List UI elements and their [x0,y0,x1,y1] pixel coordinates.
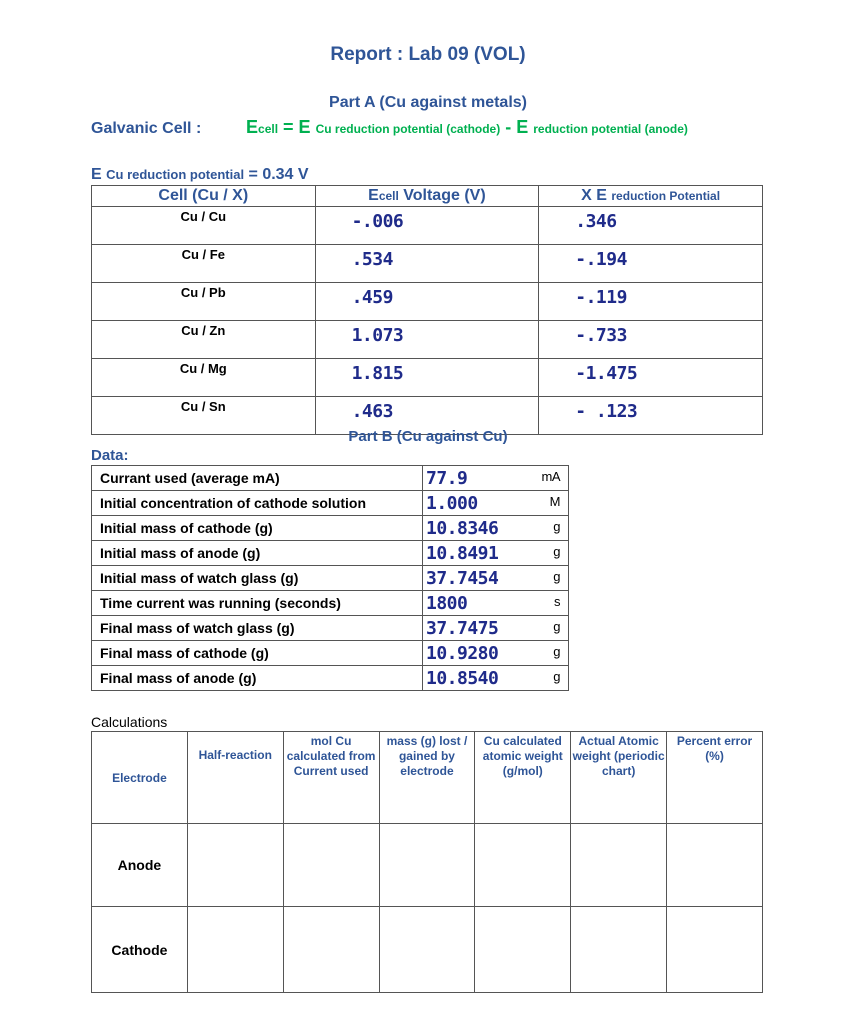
electrode-anode: Anode [92,824,188,907]
empty-cell[interactable] [379,824,475,907]
empty-cell[interactable] [667,907,763,993]
cell-name: Cu / Sn [92,397,316,435]
data-value-cell: 37.7475 g [423,616,569,641]
part-a-heading: Part A (Cu against metals) [329,94,527,111]
table-row [92,616,569,641]
x-potential: -.119 [539,283,763,321]
header-calculated-atomic-weight: Cu calculated atomic weight (g/mol) [475,732,571,824]
cell-voltage: .459 [315,283,539,321]
table-row [92,466,569,491]
table-row [92,566,569,591]
table-row [92,516,569,541]
data-label-cell: Final mass of cathode (g) [92,641,423,666]
table-row [92,491,569,516]
cell-voltage: .534 [315,245,539,283]
empty-cell[interactable] [571,824,667,907]
empty-cell[interactable] [667,824,763,907]
x-potential: -.194 [539,245,763,283]
header-actual-atomic-weight: Actual Atomic weight (periodic chart) [571,732,667,824]
data-label-cell: Final mass of watch glass (g) [92,616,423,641]
data-value-cell: 1800 s [423,591,569,616]
cell-voltage: .463 [315,397,539,435]
table-row [92,541,569,566]
table-row [92,283,763,321]
cu-reduction-potential: E Cu reduction potential = 0.34 V [91,166,309,183]
x-potential: -1.475 [539,359,763,397]
header-mol-cu: mol Cu calculated from Current used [283,732,379,824]
empty-cell[interactable] [475,824,571,907]
header-half-reaction: Half-reaction [187,732,283,824]
data-value-cell: 37.7454 g [423,566,569,591]
table-row [92,591,569,616]
table-row [92,666,569,691]
x-potential: - .123 [539,397,763,435]
data-value-cell: 10.8491 g [423,541,569,566]
part-a-table [91,185,763,435]
data-label-cell: Initial mass of cathode (g) [92,516,423,541]
empty-cell[interactable] [283,824,379,907]
cell-name: Cu / Fe [92,245,316,283]
data-value-cell: 1.000 M [423,491,569,516]
table-row [92,207,763,245]
unit: g [553,519,560,534]
data-value-cell: 77.9 mA [423,466,569,491]
data-label-cell: Initial mass of anode (g) [92,541,423,566]
unit: s [554,594,560,609]
empty-cell[interactable] [187,824,283,907]
cell-name: Cu / Zn [92,321,316,359]
empty-cell[interactable] [283,907,379,993]
part-b-data-table [91,465,569,691]
data-label-cell: Final mass of anode (g) [92,666,423,691]
data-value-cell: 10.8346 g [423,516,569,541]
table-row [92,641,569,666]
header-x-potential: X E reduction Potential [539,186,763,207]
cell-voltage: -.006 [315,207,539,245]
cell-name: Cu / Pb [92,283,316,321]
empty-cell[interactable] [379,907,475,993]
empty-cell[interactable] [571,907,667,993]
header-voltage: Ecell Voltage (V) [315,186,539,207]
calculations-table [91,731,763,993]
galvanic-formula: Ecell = E Cu reduction potential (cathode) - E reduction potential (anode) [246,117,688,137]
data-value-cell: 10.9280 g [423,641,569,666]
unit: M [549,494,560,509]
data-label-cell: Initial concentration of cathode solution [92,491,423,516]
unit: g [553,669,560,684]
electrode-cathode: Cathode [92,907,188,993]
data-label-cell: Currant used (average mA) [92,466,423,491]
cell-voltage: 1.073 [315,321,539,359]
unit: g [553,569,560,584]
unit: g [553,544,560,559]
unit: g [553,644,560,659]
data-label-cell: Initial mass of watch glass (g) [92,566,423,591]
part-b-heading: Part B (Cu against Cu) [348,428,508,445]
data-label-cell: Time current was running (seconds) [92,591,423,616]
cell-voltage: 1.815 [315,359,539,397]
empty-cell[interactable] [475,907,571,993]
calculations-label: Calculations [91,714,168,730]
header-cell: Cell (Cu / X) [92,186,316,207]
table-row [92,245,763,283]
unit: mA [541,469,560,484]
x-potential: -.733 [539,321,763,359]
unit: g [553,619,560,634]
table-row [92,907,763,993]
galvanic-cell-label: Galvanic Cell : [91,120,202,137]
data-value-cell: 10.8540 g [423,666,569,691]
header-mass-change: mass (g) lost / gained by electrode [379,732,475,824]
report-title: Report : Lab 09 (VOL) [330,44,526,65]
x-potential: .346 [539,207,763,245]
table-row [92,359,763,397]
cell-name: Cu / Cu [92,207,316,245]
header-percent-error: Percent error (%) [667,732,763,824]
cell-name: Cu / Mg [92,359,316,397]
table-row [92,824,763,907]
empty-cell[interactable] [187,907,283,993]
header-electrode: Electrode [92,732,188,824]
table-row [92,321,763,359]
data-label: Data: [91,447,129,464]
